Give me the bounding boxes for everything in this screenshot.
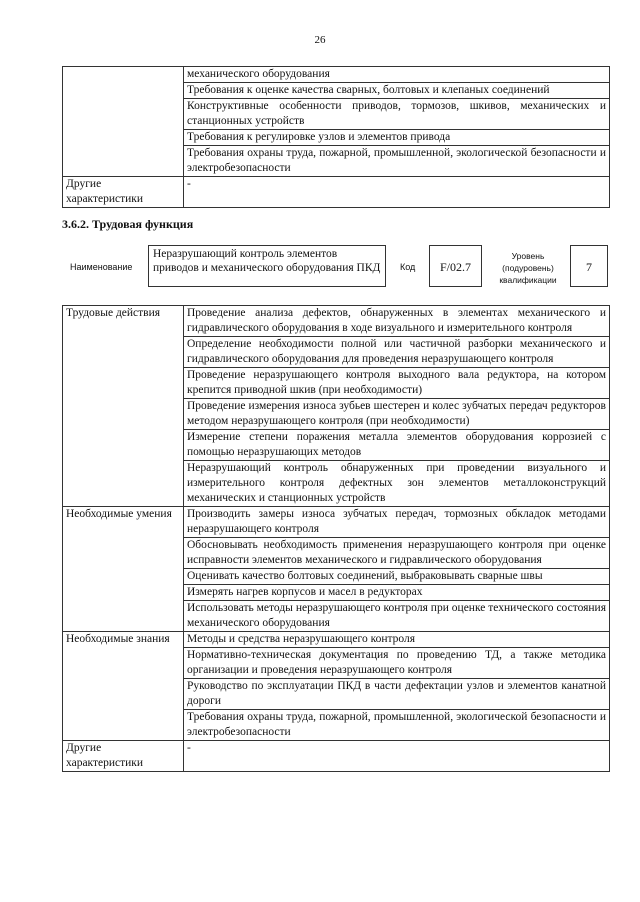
- required-skill: Производить замеры износа зубчатых передач, тормозных обкладок методами неразрушающего контроля: [184, 507, 610, 538]
- labor-action: Неразрушающий контроль обнаруженных при проведении визуального и измерительного контроля дефектных зон элементов металлоконструкций механических и станционных устройств: [184, 461, 610, 507]
- empty-label-cell: [63, 67, 184, 177]
- code-label: Код: [400, 262, 416, 272]
- required-skill: Оценивать качество болтовых соединений, выбраковывать сварные швы: [184, 569, 610, 585]
- top-table: [62, 66, 610, 208]
- table-row: [63, 741, 610, 772]
- function-code: F/02.7: [429, 245, 482, 287]
- page-number: 26: [314, 34, 326, 46]
- labor-action: Определение необходимости полной или частичной разборки механического и гидравлического оборудования для проведения неразрушающего контроля: [184, 337, 610, 368]
- other-characteristics-value: -: [184, 177, 610, 208]
- other-characteristics-label: Другие характеристики: [63, 177, 184, 208]
- required-skill: Использовать методы неразрушающего контроля при оценке технического состояния механического оборудования: [184, 601, 610, 632]
- other-characteristics-label: Другие характеристики: [63, 741, 184, 772]
- table-row: [63, 177, 610, 208]
- table-cell: Требования к регулировке узлов и элементов привода: [184, 130, 610, 146]
- table-row: [63, 67, 610, 83]
- name-label: Наименование: [70, 262, 133, 272]
- table-cell: механического оборудования: [184, 67, 610, 83]
- table-row: [63, 306, 610, 337]
- required-knowledge-label: Необходимые знания: [63, 632, 184, 741]
- table-cell: Конструктивные особенности приводов, тормозов, шкивов, механических и станционных устройств: [184, 99, 610, 130]
- table-cell: Требования к оценке качества сварных, болтовых и клепаных соединений: [184, 83, 610, 99]
- required-skills-label: Необходимые умения: [63, 507, 184, 632]
- qualification-level-label: Уровень (подуровень) квалификации: [499, 251, 557, 285]
- required-knowledge: Методы и средства неразрушающего контроля: [184, 632, 610, 648]
- labor-action: Проведение измерения износа зубьев шестерен и колес зубчатых передач редукторов методом неразрушающего контроля (при необходимости): [184, 399, 610, 430]
- labor-action: Проведение анализа дефектов, обнаруженных в элементах механического и гидравлического оборудования в ходе визуального и измерительного контроля: [184, 306, 610, 337]
- function-name: Неразрушающий контроль элементов приводов и механического оборудования ПКД: [148, 245, 386, 287]
- table-cell: Требования охраны труда, пожарной, промышленной, экологической безопасности и электробезопасности: [184, 146, 610, 177]
- labor-function-table: [62, 305, 610, 772]
- qualification-level: 7: [570, 245, 608, 287]
- labor-action: Измерение степени поражения металла элементов оборудования коррозией с помощью неразрушающих методов: [184, 430, 610, 461]
- required-knowledge: Требования охраны труда, пожарной, промышленной, экологической безопасности и электробезопасности: [184, 710, 610, 741]
- table-row: [63, 507, 610, 538]
- labor-action: Проведение неразрушающего контроля выходного вала редуктора, на котором крепится приводной шкив (при необходимости): [184, 368, 610, 399]
- required-knowledge: Руководство по эксплуатации ПКД в части дефектации узлов и элементов канатной дороги: [184, 679, 610, 710]
- labor-actions-label: Трудовые действия: [63, 306, 184, 507]
- table-row: [63, 632, 610, 648]
- section-heading: 3.6.2. Трудовая функция: [62, 217, 194, 231]
- other-characteristics-value: -: [184, 741, 610, 772]
- required-skill: Обосновывать необходимость применения неразрушающего контроля при оценке исправности элементов механического и гидравлического оборудования: [184, 538, 610, 569]
- required-skill: Измерять нагрев корпусов и масел в редукторах: [184, 585, 610, 601]
- required-knowledge: Нормативно-техническая документация по проведению ТД, а также методика организации и проведения неразрушающего контроля: [184, 648, 610, 679]
